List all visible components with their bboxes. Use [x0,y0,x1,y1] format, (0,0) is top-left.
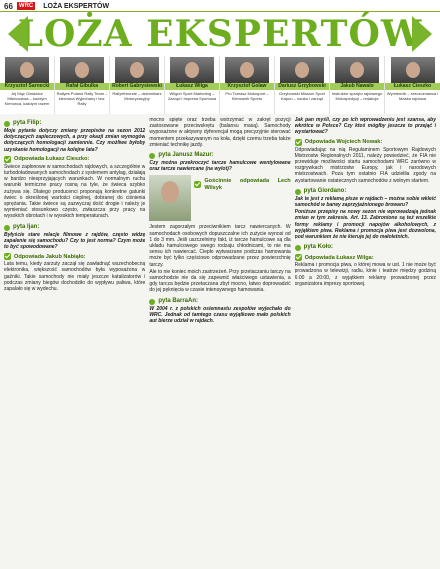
column-1 [4,116,145,566]
guest-expert-inset [149,175,290,221]
expert-card [275,56,330,114]
expert-name: Robert Gabrysiewski [110,83,164,90]
wrc-badge: WRC [18,3,34,9]
expert-photo [335,57,379,83]
expert-role: Wymiennik – rzeczoznawca i Maska rajdowa [386,91,439,101]
expert-role: Jej Mąż Gwiazdor Mistrzostwa – każdym Kierowca, każdym razem [4,91,50,106]
article-columns [4,116,436,566]
expert-name: Krzysztof Golaw [220,83,274,90]
question-block [295,188,436,195]
answer-header [295,254,436,261]
answer-text: Jestem zagorzałym przeciwnikiem tarcz nawiercanych. W samochodach osobowych dopuszczalne ich zużycie wynosi od 1 do 3 mm. Jeśli uszczelnimy fakt, iż tarcze hamulcowe są dla układu hamulcowego swego rodzaju chłodnicami, to nie ma sensu ich nawiercać. Ciepło wytwarzane podczas hamowania może być tylko częściowo odprowadzane przez powierzchnię tarczy. [149,224,291,268]
question-text: Czy można przekroczyć tarcze hamulcowe wentylowane oraz tarcze nawiercane (na wylot)? [149,160,291,173]
answer-header [194,178,290,190]
expert-card [110,56,165,114]
question-author: pyta Filip: [13,120,42,126]
answer-header [295,139,436,146]
check-icon [295,254,302,261]
question-bullet-icon [295,245,301,251]
question-text: Jak te jest z reklamą pisze w rajdach – można sobie wkleić samochód w barwy zaprzyjaźnionego browaru? [294,195,436,209]
check-icon [4,156,11,163]
chevron-left-icon [8,16,28,52]
expert-photo [115,57,159,83]
question-bullet-icon [4,225,10,231]
answer-author: Odpowiada Łukasz Wilga: [304,254,374,261]
expert-role: Pro Tomasz Motosport – Kierownik Sportu [225,91,269,101]
expert-role: Wilgoń Sport Marketing – Zarząd i Impresa Sportowa [167,91,217,101]
column-3 [295,116,436,566]
page-number: 66 [4,1,13,11]
check-icon [295,139,302,146]
answer-author: Gościnnie odpowiada Lech Wilsyk [204,178,291,191]
column-2 [149,116,290,566]
answer-text: Reklama i promocja piwa, o której mowa w ust. 1 nie może być prowadzona w telewizji, radiu, kinie i teatrze między godziną 6:00 a 20:00, z wyjątkiem reklamy prowadzonej przez organizatora imprezy sportowej. [294,262,436,287]
expert-photo [170,57,214,83]
expert-card [330,56,385,114]
answer-text: Lata temu, kiedy zarzuty zaczął się zawładnąć wszechobecną elektronika, większość samochodów była wyposażona w gaźniki. Takie samochody nie miały jeszcze katalizatorów i podczas zmiany biegów dochodziło do wypływu paliwa, które zapalało się w wydechu. [4,261,146,293]
expert-photo [5,57,49,83]
expert-card [220,56,275,114]
experts-strip [0,56,440,114]
expert-name: Łukasz Cieszko [385,83,440,90]
question-bullet-icon [149,153,155,159]
question-block [149,152,290,159]
check-icon [194,181,201,188]
question-author: pyta Ijan: [13,223,40,230]
expert-name: Łukasz Wilga [165,83,219,90]
question-author: pyta Koło: [303,244,333,251]
expert-name: Jakub Nawalo [330,83,384,90]
expert-role: Grzybowski Mission Sport Kapun – nauka i zarząd [278,91,325,101]
expert-card [385,56,440,114]
expert-name: Rafał Gibulka [55,83,109,90]
check-icon [4,253,11,260]
answer-header [4,253,145,260]
expert-name: Dariusz Grzybowski [275,83,329,90]
expert-photo [280,57,324,83]
answer-continuation: mocno spięte oraz trzeba wstrzymać w zakręt pozycji zastosowane przeciwskrętu (balansu masą). Samochody wyposażone w aktywny dyferencjał mogą precyzyjnie sterować momentem przekazywanym na koła, dzięki czemu trzeba także zmieniać technikę jazdy. [149,117,291,148]
expert-role: Rallyefreunde – dziennikarz Motoryzacyjny [112,91,162,101]
question-bullet-icon [4,121,10,127]
expert-card [55,56,110,114]
question-bullet-icon [149,299,155,305]
page-title: LOŻA EKSPERTÓW [17,13,423,55]
expert-card [0,56,55,114]
answer-text: Ale to nie koniec moich zastrzeżeń. Przy przetaczaniu tarczy na samochodzie nie da się zapewnić właściwego ustawienia, a gdy tarcza będzie przetaczana zbyt mocno, łatwo doprowadzić do jej pęknięcia w czasie intensywnego hamowania. [149,268,291,294]
expert-photo [391,57,435,83]
expert-role: Instruktor sprzętu rajdowego Motospedycji – redakcja [331,91,383,101]
question-block [295,244,436,251]
expert-photo [225,57,269,83]
section-label: LOŻA EKSPERTÓW [43,2,110,10]
question-author: pyta BarraAn: [158,297,199,304]
expert-name: Krzysztof Sarnecki [0,83,54,90]
answer-text: Odpowiadając na nią Regulaminem Sportowym Rajdowych Mistrzostw Regionalnych 2011, należy powiedzieć, że FIA nie przewiduje możliwości startu samochodami WRC zarówno w rozgrywkach mistrzostw Europy, jak i narodowych mistrzostwach. Poza tym ostatnio FIA udzieliła zgody na wystartowanie ostatecznych samochodów z wolnym startem. [294,146,436,184]
answer-header [4,156,145,163]
question-author: pyta Janusz Mazur: [158,152,214,159]
chevron-right-icon [412,16,432,52]
expert-role: Rallyes Poland Rally Team – kierowca Wyjechany i tzw. Rally [56,91,108,106]
question-block [4,224,145,231]
expert-card [165,56,220,114]
question-text: Jak pan myśli, czy po ich wprowadzeniu jest szansa, aby wkrótce w Polsce? Czy ktoś mógłby jeszcze to przejąć i wystartować? [294,117,436,136]
question-text: Byłyście stare relacje filmowe z rajdów, często widzę zapalenie się samochodu? Czy to jest norma? Czym może to być spowodowane? [4,231,146,251]
answer-author: Odpowiada Wojciech Nowak: [304,139,383,145]
answer-author: Odpowiada Łukasz Cieszko: [14,156,90,163]
question-author: pyta Giordano: [303,187,347,194]
answer-author: Odpowiada Jakub Nabiąło: [14,253,86,260]
question-block [4,120,145,127]
regulation-excerpt: Poniższe przepisy na nowy sezon nie wprowadzają jednak zmian w tym zakresie. Art. 13. Zabronione są też wszelkie formy reklamy i promocji napojów alkoholowych, z wyjątkiem piwa. Reklama i promocja piwa jest dozwolona, pod warunkiem że nie kieruje jej do małoletnich. [294,209,436,241]
question-block [149,298,290,305]
question-text: W 2004 r. z polskich osiemnastu zespołów wyjechało do WRC. Jednak od tamtego czasu wyjątkowo mało polskich aut bierze udział w rajdach. [149,305,291,325]
expert-photo [60,57,104,83]
guest-photo [149,175,191,221]
question-text: Moje pytanie dotyczy zmiany przepisów na sezon 2012 dotyczących zapleczowych, a przy okazji zmian wymogów dotyczących homologacji zamiennie. Czy możliwe byłoby uzyskanie homologacji na kolejne lata? [4,128,146,153]
question-bullet-icon [295,189,301,195]
title-band [0,12,440,56]
answer-text: Świece zapłonowe w samochodach rajdowych, a szczególnie w turbodoładowanych samochodach z systemem antylag, działają w bardzo niesprzyjających warunkach. W normalnym ruchu warunki termiczne pracy rosną na tyle, że świeca szybko zużywa się. Dlatego producenci proponują konkretne gatunki świec o określonej wartości cieplnej, dobranej do ciśnienia sprężania. Takie świece są zazwyczaj dość drogie i należy je wymieniać stosunkowo często, zwłaszcza przy pracy na wysokich obrotach i w wysokich temperaturach. [4,163,146,220]
